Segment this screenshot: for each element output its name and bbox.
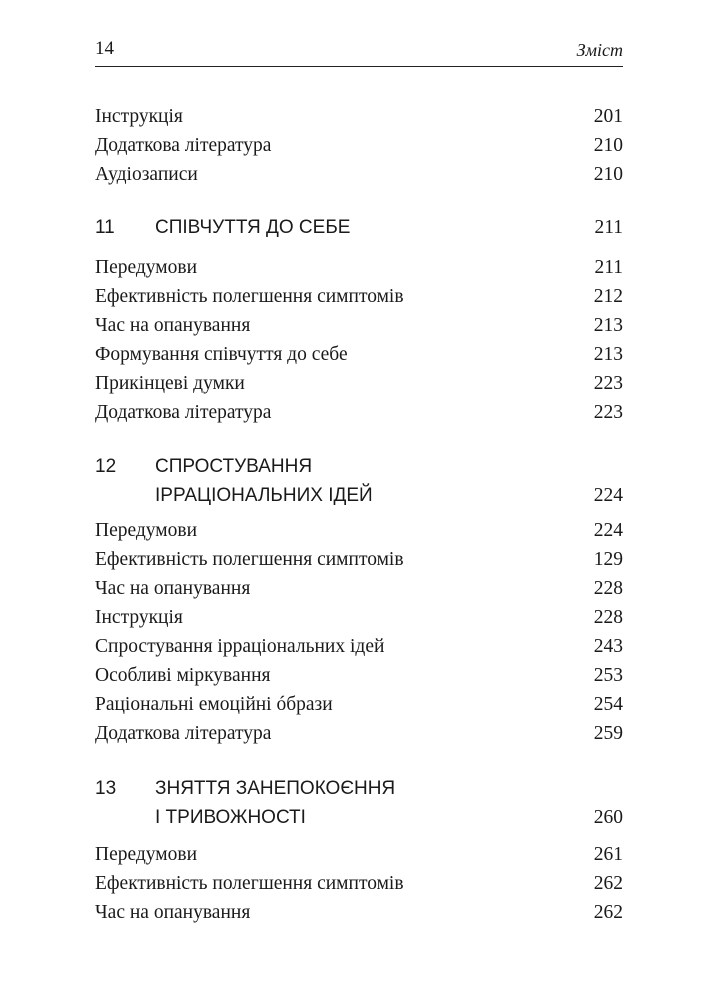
toc-entry-page: 228 [593, 578, 623, 599]
toc-entry-page: 210 [593, 164, 623, 185]
toc-entry-title: Час на опанування [95, 902, 251, 923]
toc-entry [95, 634, 623, 660]
toc-entry-page: 223 [593, 373, 623, 394]
toc-entry-title: Прикінцеві думки [95, 373, 245, 394]
toc-entry [95, 255, 623, 281]
chapter-heading [95, 213, 623, 242]
toc-entry-page: 243 [593, 636, 623, 657]
chapter-page: 211 [594, 217, 623, 238]
toc-entry [95, 576, 623, 602]
toc-entry-page: 213 [593, 315, 623, 336]
chapter-heading [95, 774, 623, 832]
toc-entry-title: Передумови [95, 257, 198, 278]
toc-entry-page: 224 [593, 520, 623, 541]
toc-entry [95, 400, 623, 426]
chapter-title [155, 774, 395, 832]
toc-entry-title: Передумови [95, 844, 198, 865]
toc-entry [95, 900, 623, 926]
toc-entry [95, 313, 623, 339]
toc-entry-title: Час на опанування [95, 578, 251, 599]
toc-entry [95, 547, 623, 573]
toc-entry-title: Формування співчуття до себе [95, 344, 348, 365]
page-number: 14 [95, 38, 114, 59]
toc-entry-title: Ефективність полегшення симптомів [95, 549, 404, 570]
toc-entry-title: Спростування ірраціональних ідей [95, 636, 385, 657]
toc-entry [95, 663, 623, 689]
toc-entry [95, 605, 623, 631]
toc-entry [95, 692, 623, 718]
toc-entry-title: Раціональні емоційні óбрази [95, 694, 333, 715]
chapter-number: 13 [95, 778, 117, 799]
chapter-title [155, 452, 373, 510]
toc-entry-page: 228 [593, 607, 623, 628]
toc-entry-title: Додаткова література [95, 135, 272, 156]
toc-entry-page: 254 [593, 694, 623, 715]
running-title: Зміст [576, 40, 623, 60]
chapter-title-line: І ТРИВОЖНОСТІ [155, 807, 306, 828]
chapter-title-line: СПІВЧУТТЯ ДО СЕБЕ [155, 217, 351, 238]
toc-entry [95, 371, 623, 397]
chapter-number: 12 [95, 456, 117, 477]
toc-entry [95, 284, 623, 310]
toc-entry-page: 213 [593, 344, 623, 365]
chapter-heading [95, 452, 623, 510]
toc-entry [95, 842, 623, 868]
toc-entry-page: 262 [593, 902, 623, 923]
chapter-page: 260 [593, 807, 623, 828]
toc-entry-title: Аудіозаписи [95, 164, 198, 185]
toc-entry-page: 212 [593, 286, 623, 307]
chapter-title-line: ІРРАЦІОНАЛЬНИХ ІДЕЙ [155, 485, 373, 506]
toc-entry-page: 201 [593, 106, 623, 127]
toc-entry [95, 162, 623, 188]
toc-entry [95, 518, 623, 544]
chapter-title [155, 213, 350, 242]
toc-entry-page: 223 [593, 402, 623, 423]
page-header [95, 36, 623, 67]
chapter-page: 224 [593, 485, 623, 506]
toc-entry [95, 721, 623, 747]
toc-entry-page: 210 [593, 135, 623, 156]
toc-entry-page: 129 [593, 549, 623, 570]
toc-entry [95, 871, 623, 897]
toc-entry-page: 262 [593, 873, 623, 894]
toc-entry-title: Додаткова література [95, 723, 272, 744]
toc-entry [95, 133, 623, 159]
toc-entry [95, 104, 623, 130]
chapter-title-line: ЗНЯТТЯ ЗАНЕПОКОЄННЯ [155, 778, 396, 799]
toc-entry-title: Додаткова література [95, 402, 272, 423]
toc-entry-page: 253 [593, 665, 623, 686]
toc-entry-title: Особливі міркування [95, 665, 271, 686]
toc-entry-title: Ефективність полегшення симптомів [95, 873, 404, 894]
toc-entry-title: Передумови [95, 520, 198, 541]
toc-entry-page: 211 [594, 257, 623, 278]
toc-entry-title: Інструкція [95, 106, 183, 127]
toc-entry-title: Час на опанування [95, 315, 251, 336]
toc-entry-title: Інструкція [95, 607, 183, 628]
toc-entry-page: 259 [593, 723, 623, 744]
chapter-title-line: СПРОСТУВАННЯ [155, 456, 313, 477]
chapter-number: 11 [95, 217, 115, 238]
toc-entry-page: 261 [593, 844, 623, 865]
toc-entry-title: Ефективність полегшення симптомів [95, 286, 404, 307]
toc-entry [95, 342, 623, 368]
